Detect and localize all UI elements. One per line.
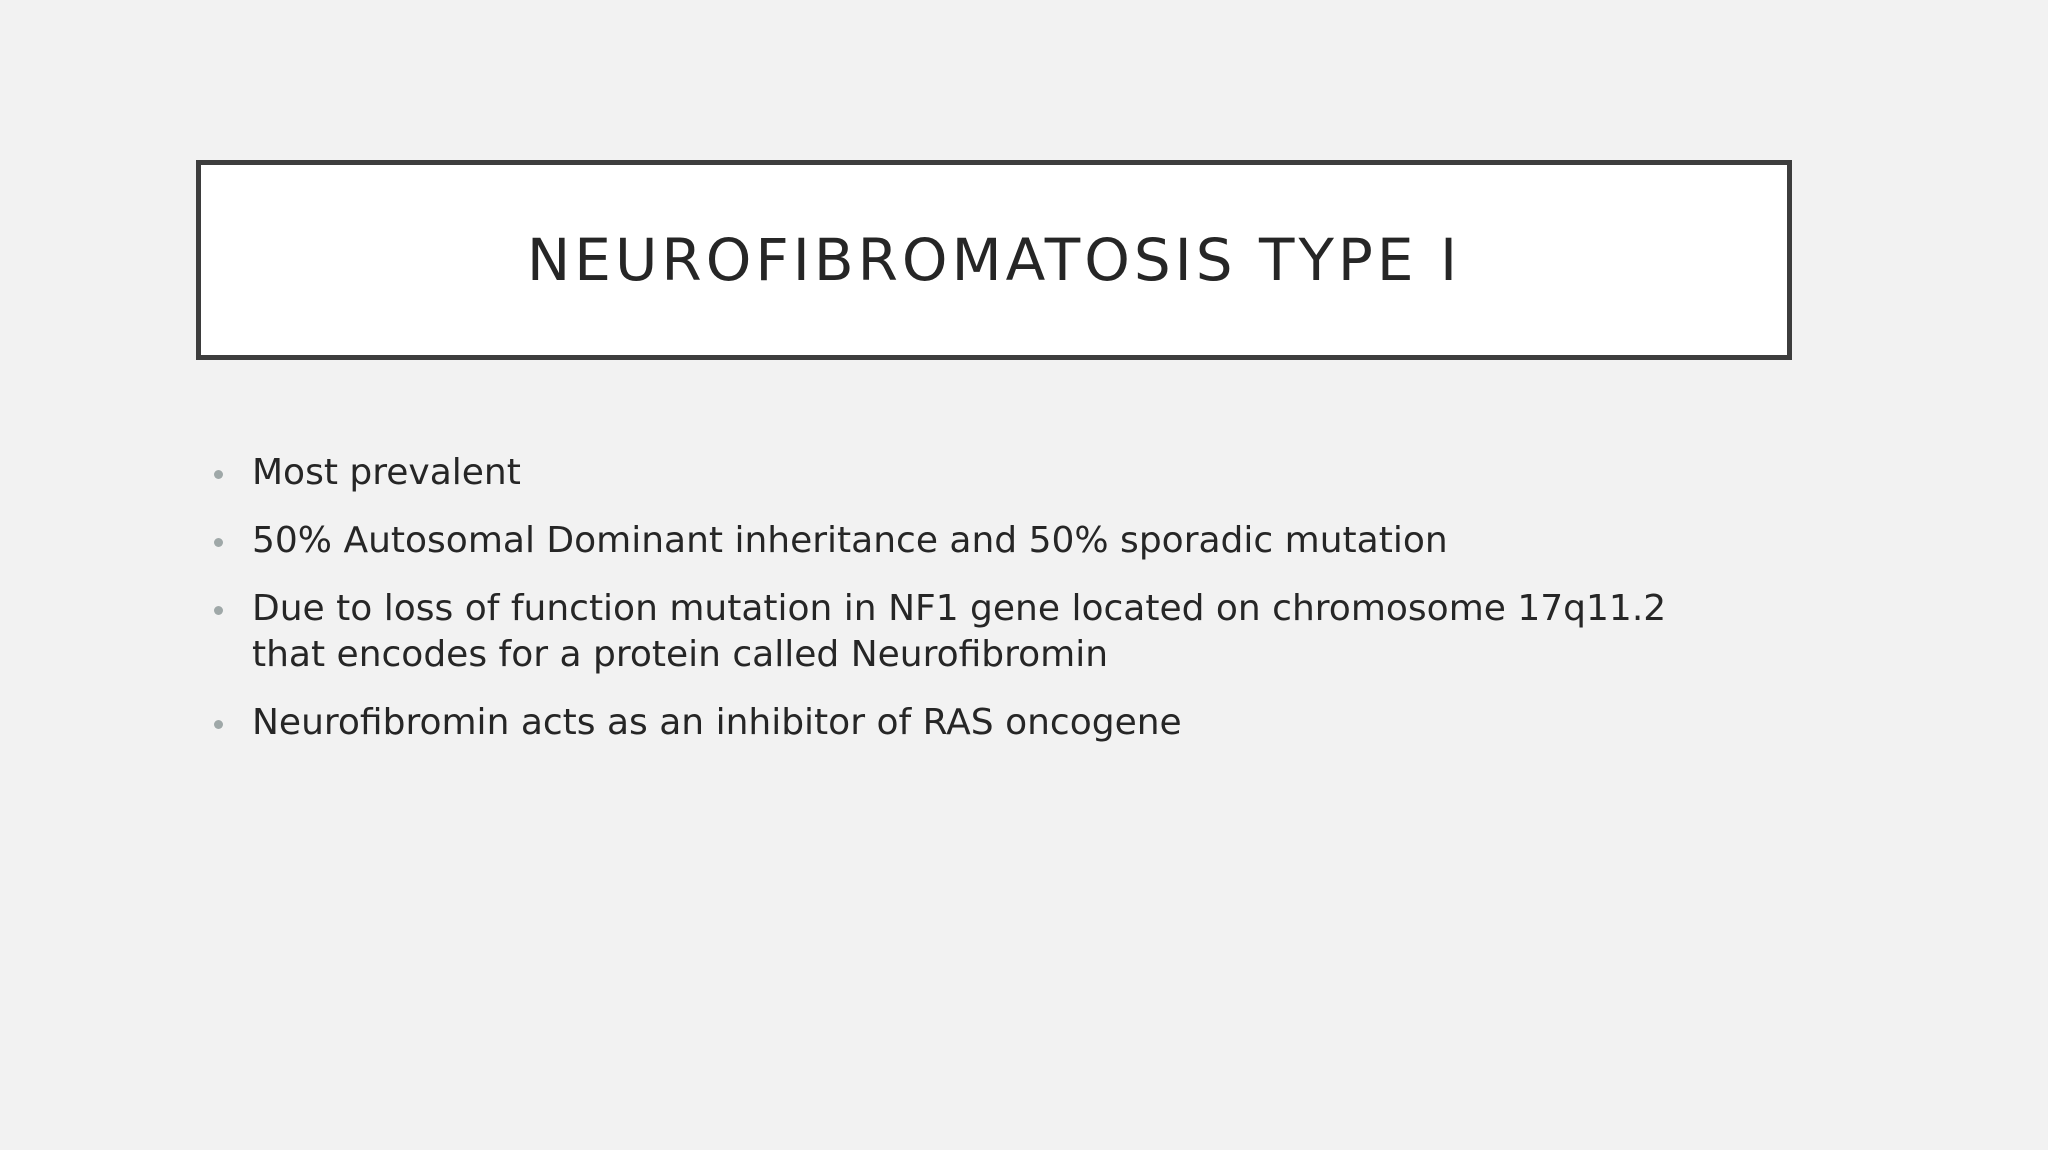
bullet-marker-icon — [214, 606, 223, 615]
title-box — [196, 160, 1792, 360]
bullet-marker-icon — [214, 470, 223, 479]
bullet-item — [210, 518, 1690, 564]
bullet-text: Most prevalent — [252, 452, 521, 493]
bullet-item — [210, 586, 1690, 678]
bullet-text: Neurofibromin acts as an inhibitor of RAS oncogene — [252, 702, 1182, 743]
slide-title: NEUROFIBROMATOSIS TYPE I — [526, 226, 1462, 294]
bullet-list — [210, 450, 1690, 768]
bullet-text: Due to loss of function mutation in NF1 gene located on chromosome 17q11.2 that encodes for a protein called Neurofibromin — [252, 588, 1667, 675]
bullet-item — [210, 450, 1690, 496]
bullet-item — [210, 700, 1690, 746]
bullet-marker-icon — [214, 538, 223, 547]
bullet-marker-icon — [214, 720, 223, 729]
bullet-text: 50% Autosomal Dominant inheritance and 50% sporadic mutation — [252, 520, 1448, 561]
